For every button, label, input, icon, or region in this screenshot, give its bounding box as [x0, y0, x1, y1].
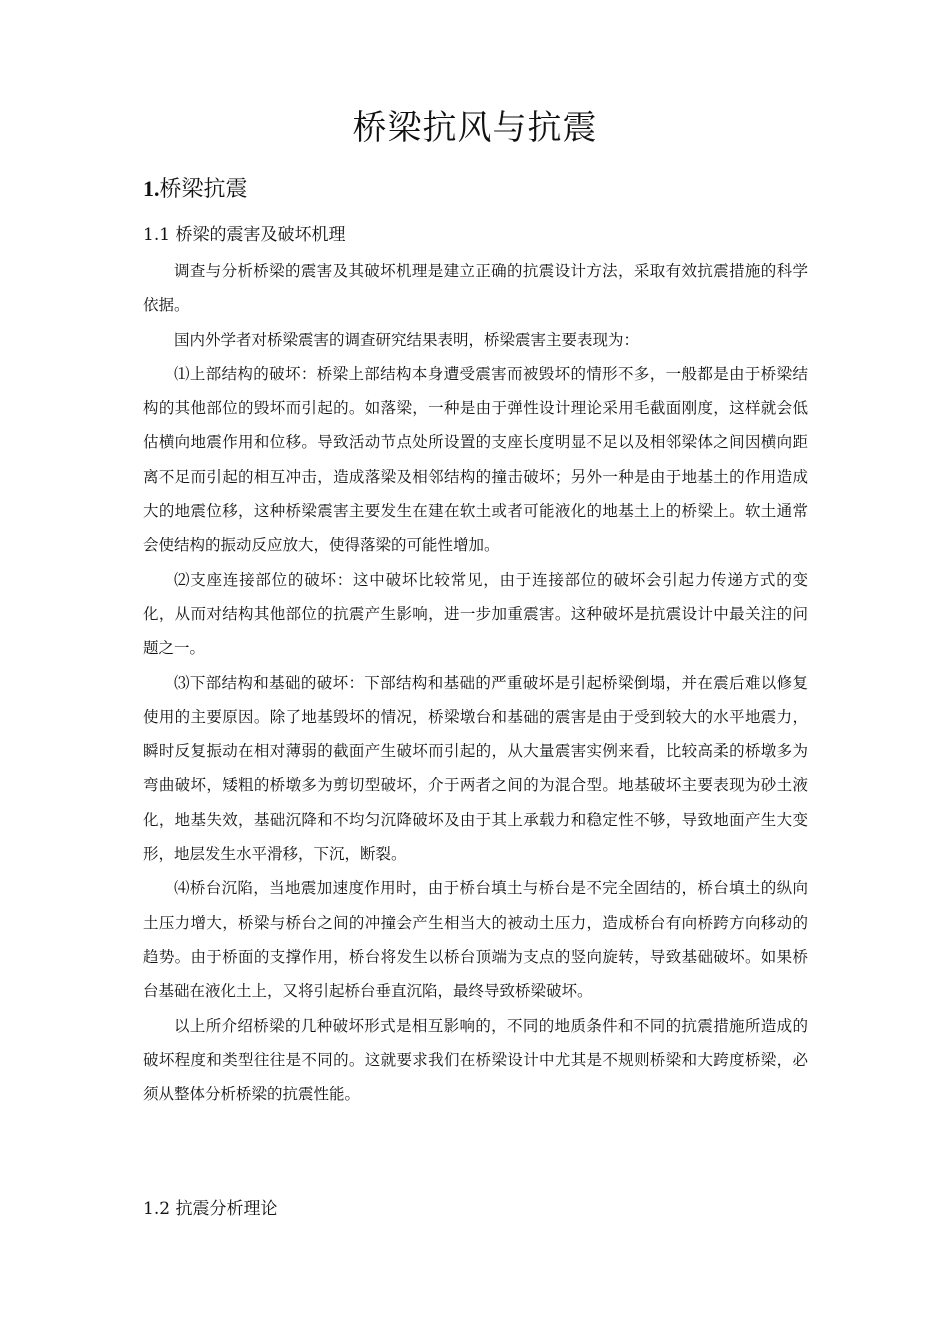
- paragraph-findings: 国内外学者对桥梁震害的调查研究结果表明，桥梁震害主要表现为：: [174, 330, 640, 349]
- subsection-heading-2: 1.2 抗震分析理论: [143, 1199, 278, 1219]
- paragraph-bearing: ⑵支座连接部位的破坏：这中破坏比较常见，由于连接部位的破坏会引起力传递方式的变化，从而对结构其他部位的抗震产生影响，进一步加重震害。这种破坏是抗震设计中最关注的问题之一。: [143, 570, 808, 658]
- paragraph-summary: 以上所介绍桥梁的几种破坏形式是相互影响的，不同的地质条件和不同的抗震措施所造成的破坏程度和类型往往是不同的。这就要求我们在桥梁设计中尤其是不规则桥梁和大跨度桥梁，必须从整体分析桥梁的抗震性能。: [143, 1016, 808, 1104]
- document-title: 桥梁抗风与抗震: [352, 108, 598, 148]
- paragraph-superstructure: ⑴上部结构的破坏：桥梁上部结构本身遭受震害而被毁坏的情形不多，一般都是由于桥梁结构的其他部位的毁坏而引起的。如落梁，一种是由于弹性设计理论采用毛截面刚度，这样就会低估横向地震作用和位移。导致活动节点处所设置的支座长度明显不足以及相邻梁体之间因横向距离不足而引起的相互冲击，造成落梁及相邻结构的撞击破坏；另外一种是由于地基土的作用造成大的地震位移，这种桥梁震害主要发生在建在软土或者可能液化的地基土上的桥梁上。软土通常会使结构的振动反应放大，使得落梁的可能性增加。: [143, 364, 808, 555]
- paragraph-abutment: ⑷桥台沉陷，当地震加速度作用时，由于桥台填土与桥台是不完全固结的，桥台填土的纵向土压力增大，桥梁与桥台之间的冲撞会产生相当大的被动土压力，造成桥台有向桥跨方向移动的趋势。由于桥面的支撑作用，桥台将发生以桥台顶端为支点的竖向旋转，导致基础破坏。如果桥台基础在液化土上，又将引起桥台垂直沉陷，最终导致桥梁破坏。: [143, 879, 808, 1001]
- body-text: [143, 254, 808, 1111]
- section-title: 桥梁抗震: [159, 177, 248, 202]
- section-heading: [143, 172, 248, 203]
- section-number: 1.: [143, 176, 160, 201]
- subsection-heading-1: 1.1 桥梁的震害及破坏机理: [143, 225, 346, 245]
- paragraph-substructure: ⑶下部结构和基础的破坏：下部结构和基础的严重破坏是引起桥梁倒塌，并在震后难以修复使用的主要原因。除了地基毁坏的情况，桥梁墩台和基础的震害是由于受到较大的水平地震力，瞬时反复振动在相对薄弱的截面产生破坏而引起的，从大量震害实例来看，比较高柔的桥墩多为弯曲破坏，矮粗的桥墩多为剪切型破坏，介于两者之间的为混合型。地基破坏主要表现为砂土液化，地基失效，基础沉降和不均匀沉降破坏及由于其上承载力和稳定性不够，导致地面产生大变形，地层发生水平滑移，下沉，断裂。: [143, 673, 808, 864]
- paragraph-intro: 调查与分析桥梁的震害及其破坏机理是建立正确的抗震设计方法，采取有效抗震措施的科学依据。: [143, 262, 808, 315]
